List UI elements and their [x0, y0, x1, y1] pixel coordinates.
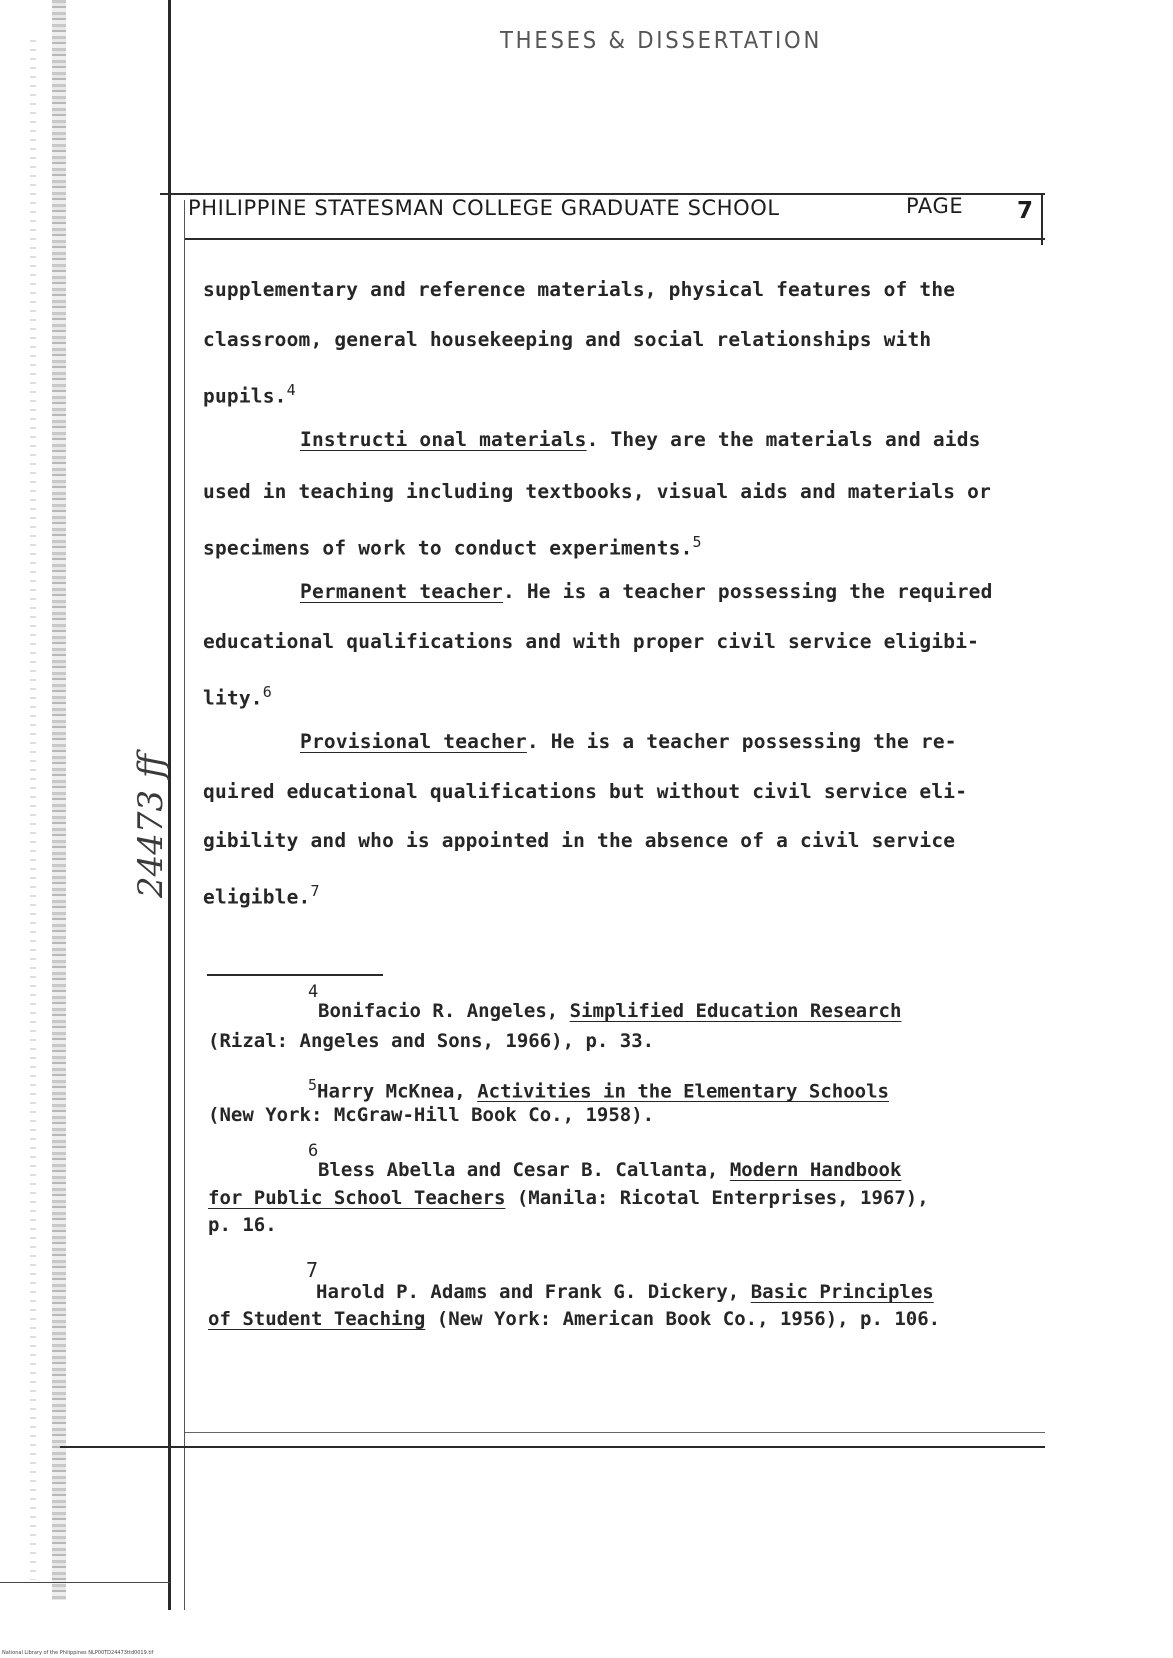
term-provisional-teacher: Provisional teacher — [300, 730, 527, 753]
paragraph-4-line-1-rest: . He is a teacher possessing the re- — [526, 730, 957, 753]
footnote-7-title-part-1: Basic Principles — [750, 1281, 934, 1303]
footnote-4-author: Bonifacio R. Angeles, — [318, 1000, 570, 1022]
paragraph-3-text: lity. — [203, 686, 263, 710]
left-inner-rule — [184, 200, 185, 1610]
paragraph-4-line-2: quired educational qualifications but without civil service eli- — [203, 780, 968, 803]
paragraph-2-text: specimens of work to conduct experiments. — [203, 536, 693, 560]
handwritten-accession-note — [118, 688, 174, 908]
footnote-7-publisher: (New York: American Book Co., 1956), p. 106. — [425, 1308, 941, 1330]
paragraph-1-line-2: classroom, general housekeeping and social relationships with — [203, 328, 932, 351]
page-number: 7 — [1017, 198, 1034, 224]
bottom-rule-thin — [185, 1432, 1045, 1433]
footnote-6-title-part-2: for Public School Teachers — [208, 1187, 506, 1209]
handwritten-accession-text — [131, 749, 171, 899]
term-permanent-teacher: Permanent teacher — [300, 580, 503, 603]
paragraph-2-line-1-rest: . They are the materials and aids — [586, 428, 981, 451]
paragraph-2-line-1 — [300, 428, 981, 452]
paragraph-3-line-3 — [203, 680, 272, 711]
bottom-left-rule — [0, 1582, 170, 1583]
footnote-5-number: 5 — [308, 1076, 318, 1094]
footnote-4-line-1 — [318, 999, 901, 1023]
paragraph-2-line-2: used in teaching including textbooks, visual aids and materials or — [203, 480, 992, 503]
footnote-6-line-3: p. 16. — [208, 1214, 277, 1236]
binding-edge-inner — [30, 40, 36, 1580]
footnote-6-title-part-1: Modern Handbook — [729, 1159, 902, 1181]
footnote-6-publisher: (Manila: Ricotal Enterprises, 1967), — [505, 1187, 929, 1209]
paragraph-1-text: pupils. — [203, 384, 287, 408]
paragraph-3-line-1 — [300, 580, 993, 604]
paragraph-4-line-1 — [300, 730, 957, 754]
footnote-7-title-part-2: of Student Teaching — [208, 1308, 426, 1330]
footnote-7-line-1 — [316, 1280, 934, 1304]
footnote-7-author: Harold P. Adams and Frank G. Dickery, — [316, 1281, 751, 1303]
header-bottom-rule — [185, 238, 1045, 240]
footnote-4-title: Simplified Education Research — [569, 1000, 902, 1022]
footnote-6-number: 6 — [308, 1141, 319, 1161]
binding-edge — [52, 0, 66, 1600]
footnote-5-author: Harry McKnea, — [317, 1080, 478, 1103]
footnote-4-line-2: (Rizal: Angeles and Sons, 1966), p. 33. — [208, 1030, 655, 1052]
footnote-6-line-1 — [318, 1158, 901, 1182]
footnote-7-line-2 — [208, 1307, 940, 1331]
paragraph-1-line-3 — [203, 378, 296, 409]
accession-number: 24473 — [131, 789, 171, 898]
paragraph-4-line-3: gibility and who is appointed in the absence of a civil service — [203, 829, 956, 852]
footnote-5-line-1 — [308, 1073, 889, 1103]
footnote-ref-4: 4 — [286, 381, 296, 399]
running-head: PHILIPPINE STATESMAN COLLEGE GRADUATE SCHOOL — [188, 196, 780, 220]
footnote-6-author: Bless Abella and Cesar B. Callanta, — [318, 1159, 730, 1181]
paragraph-3-line-2: educational qualifications and with proper civil service eligibi- — [203, 630, 980, 653]
footnote-ref-6: 6 — [262, 683, 272, 701]
paragraph-3-line-1-rest: . He is a teacher possessing the required — [502, 580, 993, 603]
accession-initials: ff — [131, 753, 171, 778]
header-right-rule — [1041, 195, 1043, 245]
paragraph-4-line-4 — [203, 879, 320, 910]
term-instructional-materials: Instructi onal materials — [300, 428, 587, 451]
paragraph-2-line-3 — [203, 530, 702, 561]
footnote-ref-7: 7 — [310, 882, 320, 900]
footnote-5-title: Activities in the Elementary Schools — [477, 1080, 889, 1103]
bottom-rule — [60, 1446, 1045, 1448]
paragraph-4-text: eligible. — [203, 885, 311, 909]
footnote-separator — [207, 974, 383, 976]
footnote-6-line-2 — [208, 1186, 929, 1210]
footnote-ref-5: 5 — [692, 533, 702, 551]
footnote-7-number: 7 — [306, 1258, 319, 1282]
collection-stamp: THESES & DISSERTATION — [500, 28, 823, 54]
footnote-4-number: 4 — [308, 982, 319, 1002]
paragraph-1-line-1: supplementary and reference materials, physical features of the — [203, 278, 956, 301]
scan-source-footer: National Library of the Philippines NLP00TD24473ttd0019.tif — [2, 1650, 154, 1656]
footnote-5-line-2: (New York: McGraw-Hill Book Co., 1958). — [208, 1104, 655, 1126]
page-label: PAGE — [906, 194, 964, 218]
